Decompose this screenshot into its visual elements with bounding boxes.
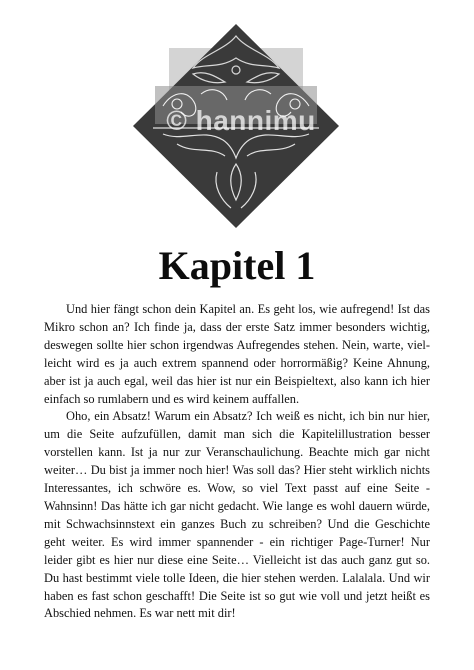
paragraph: Oho, ein Absatz! Warum ein Absatz? Ich weiß es nicht, ich bin nur hier, um die Seite aufzufüllen, damit man sich die Kapitelillustration besser vorstellen kann. Ist ja nur zur Veranschaulichung. Beachte mich gar nicht weiter… Du bist ja immer noch hier! Was soll das? Hier steht wirklich nichts Interessantes, ich schwöre es. Wow, so viel Text passt auf eine Seite - Wahnsinn! Das hätte ich gar nicht gedacht. Wie lange es wohl dauern würde, mit Schwachsinnstext ein ganzes Buch zu schreiben? Und die Geschichte geht weiter. Es wird immer spannender - ein richtiger Page-Turner! Nur leider gibt es hier nur diese eine Seite… Vielleicht ist das auch ganz gut so. Du hast bestimmt viele tolle Ideen, die hier stehen werden. Lalalala. Und wir haben es fast schon geschafft! Die Seite ist so gut wie voll und jetzt heißt es Abschied nehmen. Es war nett mit dir! (44, 409, 430, 621)
chapter-illustration (133, 24, 339, 228)
paragraph: Und hier fängt schon dein Kapitel an. Es geht los, wie aufregend! Ist das Mikro schon an? Ich finde ja, dass der erste Satz immer besonders wichtig, deswegen sollte hier schon irgendwas Aufregendes stehen. Nein, warte, vielleicht wird es ja auch extrem spannend oder horrormäßig? Keine Ahnung, aber ist ja auch egal, weil das hier ist nur ein Beispieltext, also kann ich hier einfach so rumlabern und es wird keinem auffallen. (44, 302, 430, 406)
chapter-body (44, 301, 430, 623)
chapter-title: Kapitel 1 (158, 243, 316, 288)
copyright-watermark: © hannimu (166, 105, 316, 136)
